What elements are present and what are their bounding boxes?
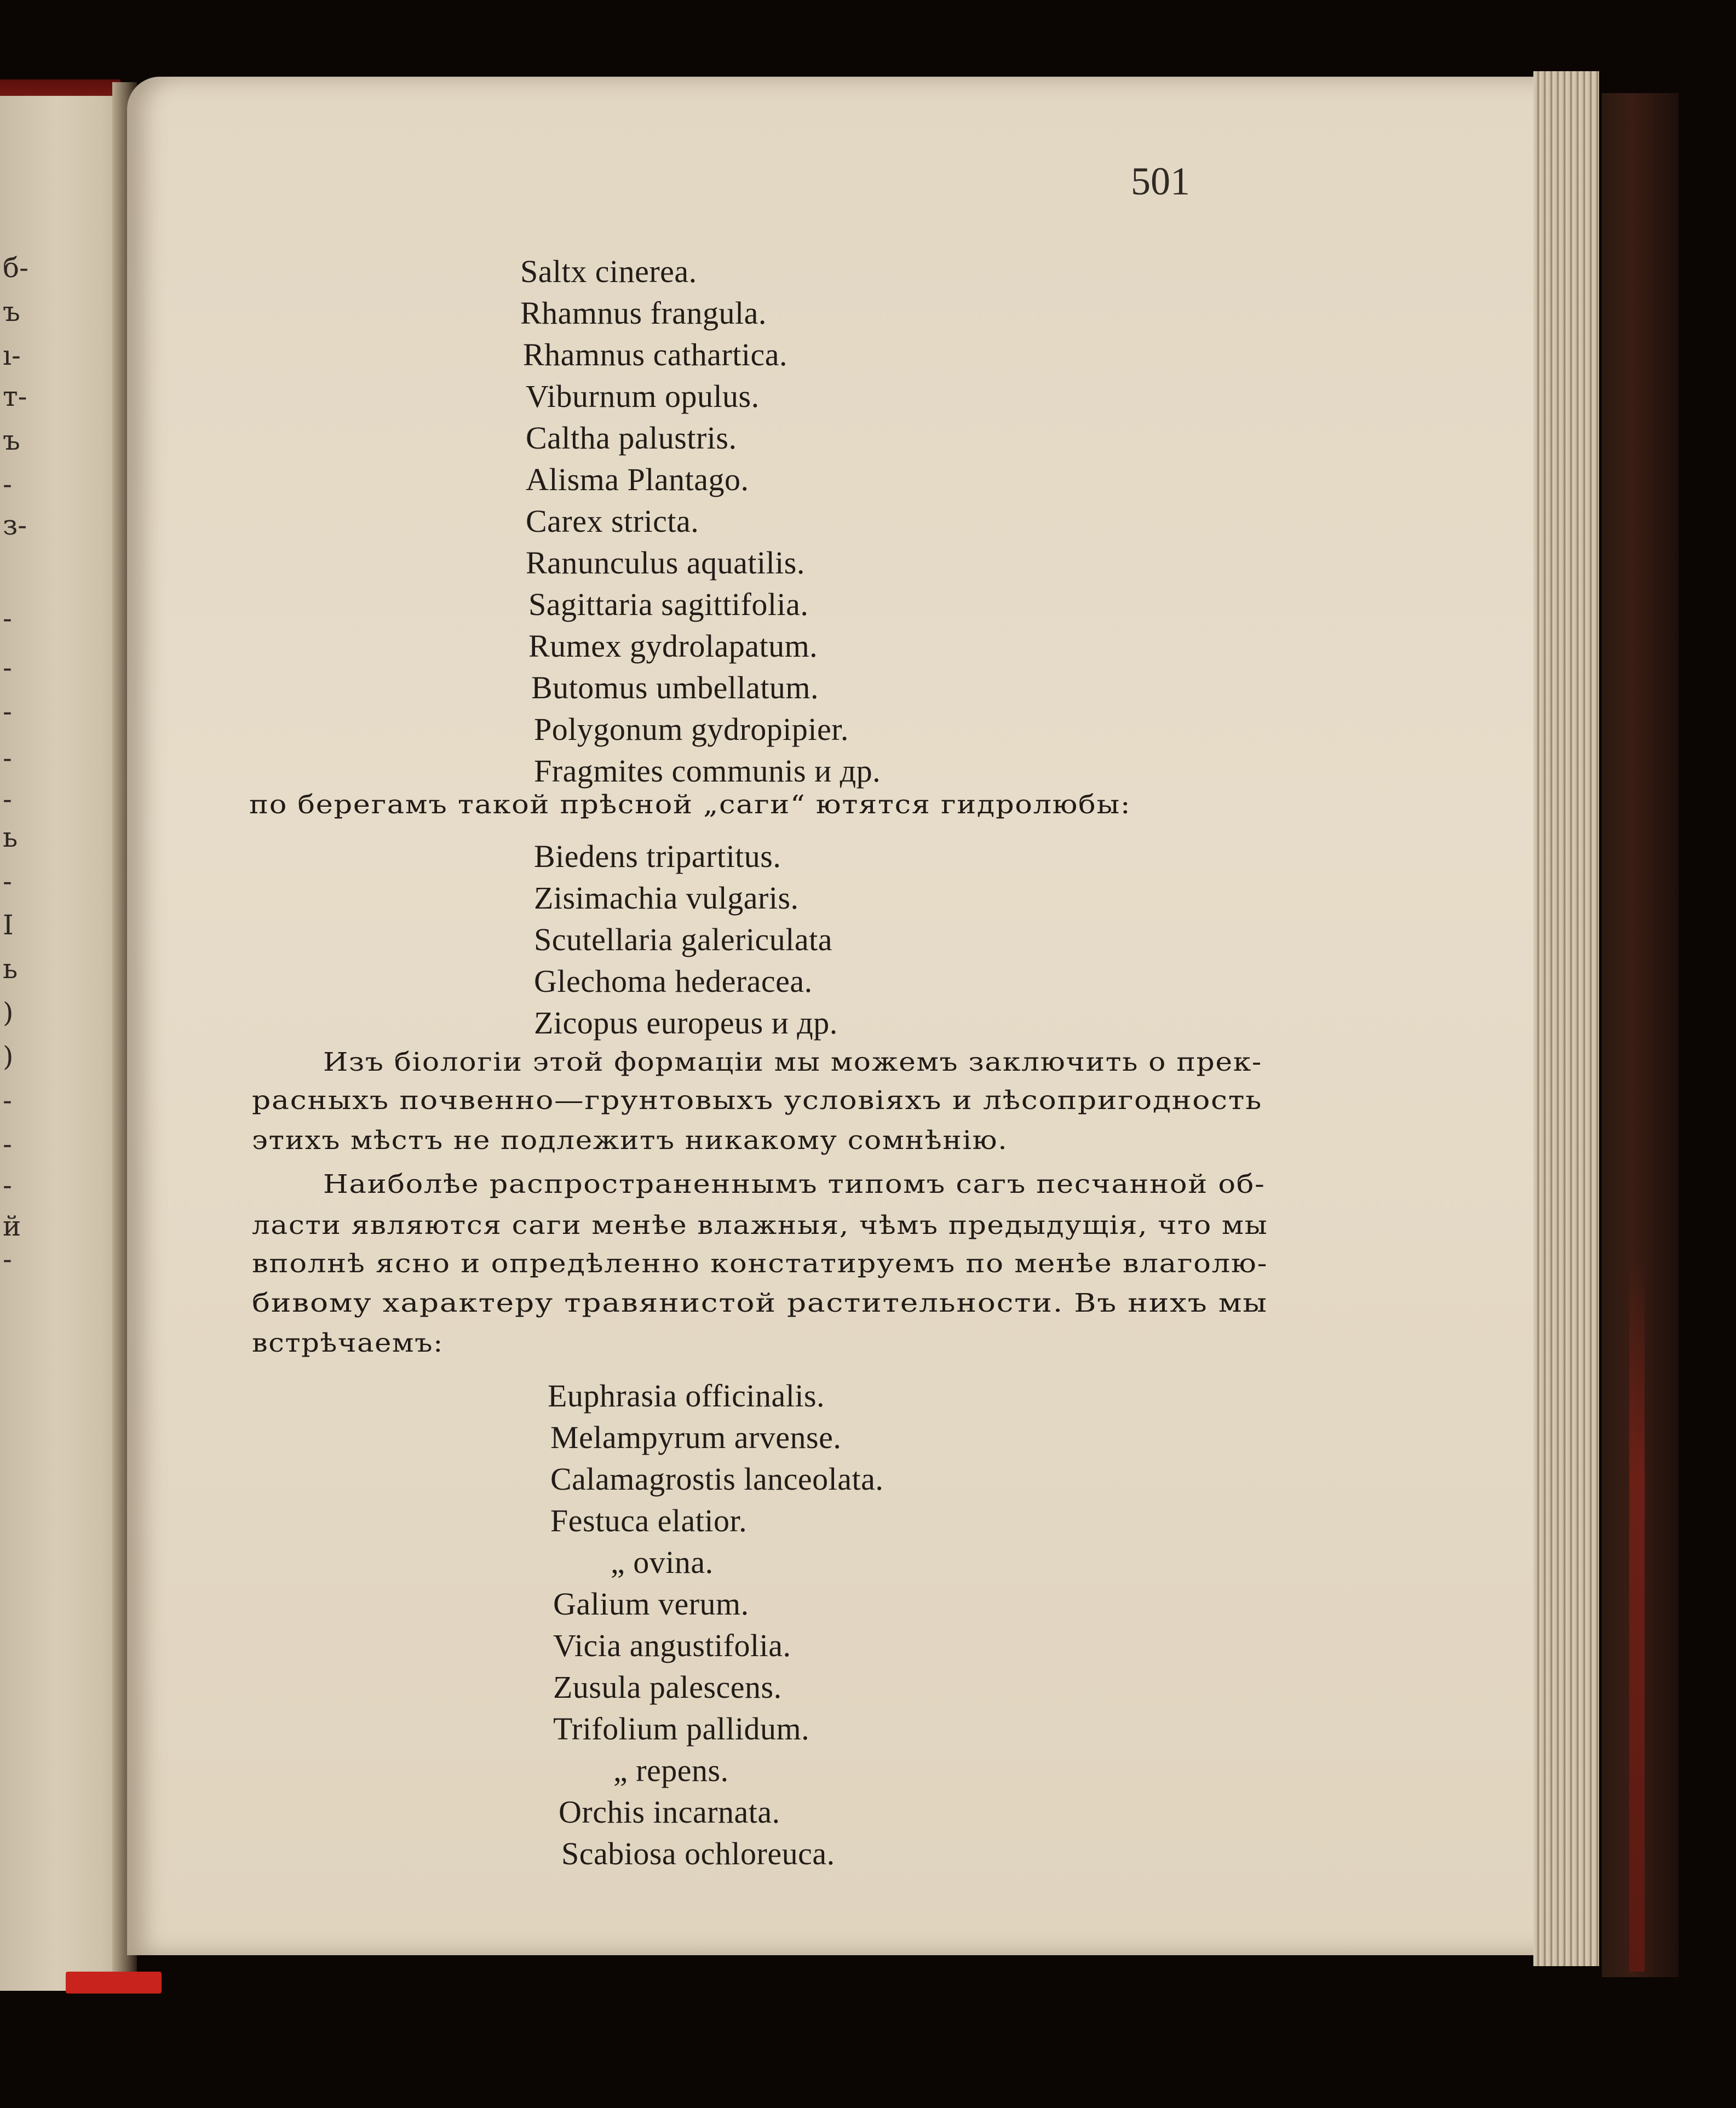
plant-name: Saltx cinerea. xyxy=(520,254,697,289)
left-page-fragment: ) xyxy=(3,1041,14,1072)
plant-name: Scabiosa ochloreuca. xyxy=(561,1836,835,1871)
plant-name: Carex stricta. xyxy=(526,503,699,539)
plant-name: Ranunculus aquatilis. xyxy=(526,545,805,581)
left-page-fragment: ъ xyxy=(3,424,20,456)
plant-name: „ ovina. xyxy=(611,1544,714,1580)
plant-name: Glechoma hederacea. xyxy=(534,963,813,999)
left-page-fragment: - xyxy=(3,742,12,774)
plant-name: Rhamnus cathartica. xyxy=(523,337,787,372)
plant-name: Galium verum. xyxy=(553,1586,749,1622)
red-bookmark xyxy=(66,1972,162,1994)
left-page-fragment: ъ xyxy=(3,296,20,328)
left-page-fragment: б- xyxy=(3,252,28,284)
left-page-fragment: ь xyxy=(3,953,18,985)
left-page-fragment: - xyxy=(3,865,12,897)
plant-name: Rhamnus frangula. xyxy=(520,295,767,331)
plant-name: Scutellaria galericulata xyxy=(534,922,832,957)
plant-name: Euphrasia officinalis. xyxy=(548,1378,825,1414)
plant-name: Alisma Plantago. xyxy=(526,462,749,497)
plant-name: Trifolium pallidum. xyxy=(553,1711,810,1747)
left-page-fragment: - xyxy=(3,1169,12,1201)
plant-name: Zisimachia vulgaris. xyxy=(534,880,799,916)
paragraph-line: ласти являются саги менѣе влажныя, чѣмъ предыдущія, что мы xyxy=(252,1210,1268,1240)
plant-name: Viburnum opulus. xyxy=(526,378,760,414)
left-page-fragment: - xyxy=(3,696,12,727)
paragraph-line: бивому характеру травянистой растительности. Въ нихъ мы xyxy=(252,1288,1268,1318)
paragraph-line: этихъ мѣстъ не подлежитъ никакому сомнѣнію. xyxy=(252,1125,1008,1156)
paragraph-line: встрѣчаемъ: xyxy=(252,1328,444,1358)
plant-name: Zicopus europeus и др. xyxy=(534,1005,838,1041)
paragraph-line: вполнѣ ясно и опредѣленно констатируемъ по менѣе влаголю- xyxy=(252,1249,1268,1279)
left-page-fragment: ) xyxy=(3,997,14,1029)
left-page-fragment: ı- xyxy=(3,340,21,371)
left-page-fragment: - xyxy=(3,1084,12,1116)
plant-name: Festuca elatior. xyxy=(550,1503,748,1538)
right-page xyxy=(127,77,1551,1955)
paragraph-line: Наиболѣе распространеннымъ типомъ сагъ песчанной об- xyxy=(323,1169,1266,1199)
left-page-fragment: - xyxy=(3,468,12,500)
plant-name: Butomus umbellatum. xyxy=(531,670,819,705)
plant-name: Vicia angustifolia. xyxy=(553,1628,791,1663)
plant-name: Caltha palustris. xyxy=(526,420,737,456)
paragraph-line: Изъ біологіи этой формаціи мы можемъ заключить о прек- xyxy=(323,1047,1262,1077)
left-page-fragment: - xyxy=(3,652,12,683)
left-page-fragment: - xyxy=(3,783,12,815)
plant-name: Calamagrostis lanceolata. xyxy=(550,1461,884,1497)
plant-name: Sagittaria sagittifolia. xyxy=(528,587,809,622)
plant-name: Melampyrum arvense. xyxy=(550,1420,842,1455)
left-page-fragment: ь xyxy=(3,822,18,853)
left-page-fragment: т- xyxy=(3,381,27,412)
page-number: 501 xyxy=(1131,159,1190,203)
left-page-fragment: й xyxy=(3,1210,21,1242)
left-page xyxy=(0,96,127,1991)
paragraph-line: расныхъ почвенно—грунтовыхъ условіяхъ и лѣсопригодность xyxy=(252,1085,1262,1116)
left-page-fragment: - xyxy=(3,1128,12,1160)
page-block-edges xyxy=(1533,71,1599,1966)
plant-name: Fragmites communis и др. xyxy=(534,753,881,789)
plant-name: Polygonum gydropipier. xyxy=(534,711,849,747)
plant-name: „ repens. xyxy=(613,1753,729,1788)
plant-name: Rumex gydrolapatum. xyxy=(528,628,818,664)
intro-line: по берегамъ такой прѣсной „саги“ ютятся гидролюбы: xyxy=(249,790,1131,820)
plant-name: Zusula palescens. xyxy=(553,1669,782,1705)
left-page-fragment: з- xyxy=(3,509,27,541)
left-page-fragment: I xyxy=(3,909,14,941)
plant-name: Biedens tripartitus. xyxy=(534,838,781,874)
plant-name: Orchis incarnata. xyxy=(559,1794,780,1830)
left-page-fragment: - xyxy=(3,602,12,634)
left-page-fragment: - xyxy=(3,1243,12,1275)
cover-binding-stripe xyxy=(1629,1260,1645,1972)
